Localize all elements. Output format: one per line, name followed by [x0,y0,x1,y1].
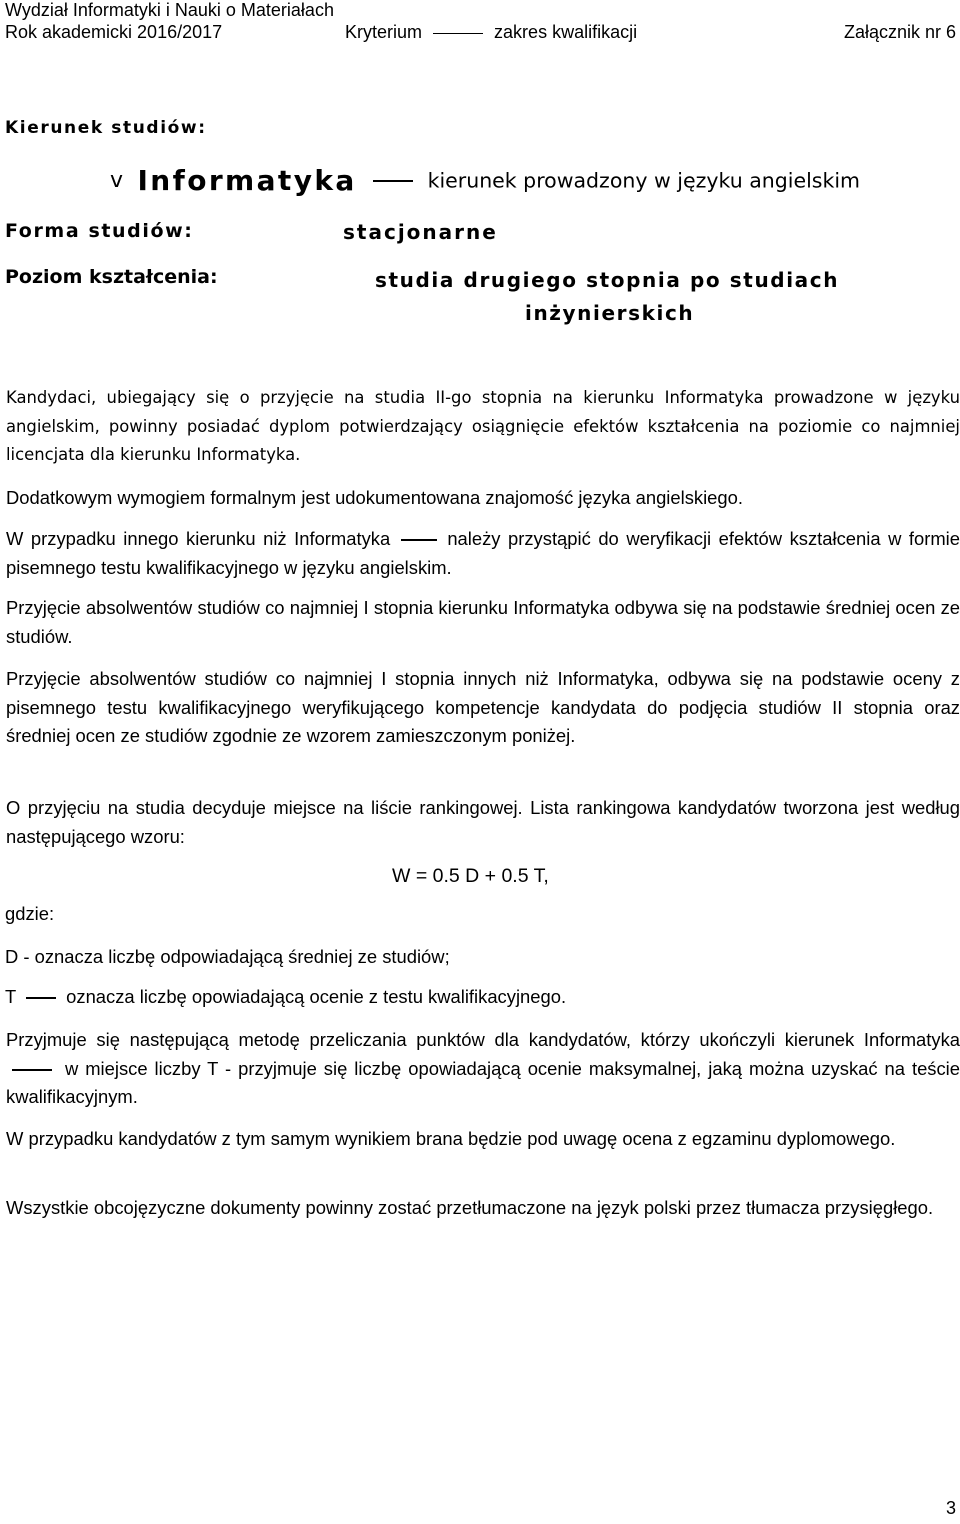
academic-year: Rok akademicki 2016/2017 [5,22,223,42]
level-value-line2: inżynierskich [525,301,695,325]
definition-t-text: oznacza liczbę opowiadającą ocenie z testu kwalifikacyjnego. [66,986,567,1007]
paragraph-cs-graduates: Przyjęcie absolwentów studiów co najmniej I stopnia kierunku Informatyka odbywa się na podstawie średniej ocen ze studiów. [6,597,960,647]
faculty-name: Wydział Informatyki i Nauki o Materiałach [5,0,334,20]
criterion-label: Kryterium [345,22,423,42]
criterion-title [345,21,637,43]
definition-t-dash [26,997,56,999]
paragraph-ranking: O przyjęciu na studia decyduje miejsce na liście rankingowej. Lista rankingowa kandydatów tworzona jest według następującego wzoru: [6,797,960,847]
paragraph-eligibility: Kandydaci, ubiegający się o przyjęcie na studia II-go stopnia na kierunku Informatyka prowadzone w języku angielskim, powinny posiadać dyplom potwierdzający osiągnięcie efektów kształcenia na poziomie co najmniej licencjata dla kierunku Informatyka. [6,388,960,465]
field-row [110,164,860,200]
annex-number: Załącznik nr 6 [843,22,956,42]
field-dash [373,180,413,182]
where-label: gdzie: [5,903,55,924]
p3-dash [401,539,437,541]
p3-part2: należy przystąpić do weryfikacji efektów kształcenia w formie pisemnego testu kwalifikacyjnego w języku angielskim. [6,528,960,578]
form-label: Forma studiów: [5,220,194,242]
definition-t [5,986,566,1008]
paragraph-other-graduates: Przyjęcie absolwentów studiów co najmniej I stopnia innych niż Informatyka, odbywa się na podstawie oceny z pisemnego testu kwalifikacyjnego weryfikującego kompetencje kandydata do podjęcia studiów II stopnia oraz średniej ocen ze studiów zgodnie ze wzorem zamieszczonym poniżej. [6,668,960,747]
p7-part1: Przyjmuje się następującą metodę przeliczania punktów dla kandydatów, którzy ukończyli kierunek Informatyka [6,1029,960,1050]
page-number: 3 [945,1498,956,1518]
p7-dash [12,1069,52,1071]
paragraph-tie-break: W przypadku kandydatów z tym samym wynikiem brana będzie pod uwagę ocena z egzaminu dyplomowego. [6,1128,896,1149]
paragraph-translations: Wszystkie obcojęzyczne dokumenty powinny zostać przetłumaczone na język polski przez tłumacza przysięgłego. [6,1197,934,1218]
paragraph-language-requirement: Dodatkowym wymogiem formalnym jest udokumentowana znajomość języka angielskiego. [6,487,743,508]
p3-part1: W przypadku innego kierunku niż Informatyka [6,528,391,549]
field-label: Kierunek studiów: [5,118,207,138]
field-note: kierunek prowadzony w języku angielskim [427,168,861,193]
checkbox-mark: v [110,168,124,193]
criterion-dash [433,33,483,35]
level-label: Poziom kształcenia: [5,266,218,288]
form-value: stacjonarne [343,220,498,244]
definition-t-letter: T [5,986,16,1007]
level-value-line1: studia drugiego stopnia po studiach [375,268,840,292]
field-name: Informatyka [137,164,357,197]
definition-d: D - oznacza liczbę odpowiadającą średniej ze studiów; [5,946,450,967]
paragraph-other-field [6,525,960,582]
paragraph-conversion-method [6,1026,960,1112]
p7-part2: w miejsce liczby T - przyjmuje się liczbę opowiadającą ocenie maksymalnej, jaką można uzyskać na teście kwalifikacyjnym. [6,1057,960,1108]
ranking-formula: W = 0.5 D + 0.5 T, [392,865,549,887]
criterion-scope: zakres kwalifikacji [494,22,638,42]
